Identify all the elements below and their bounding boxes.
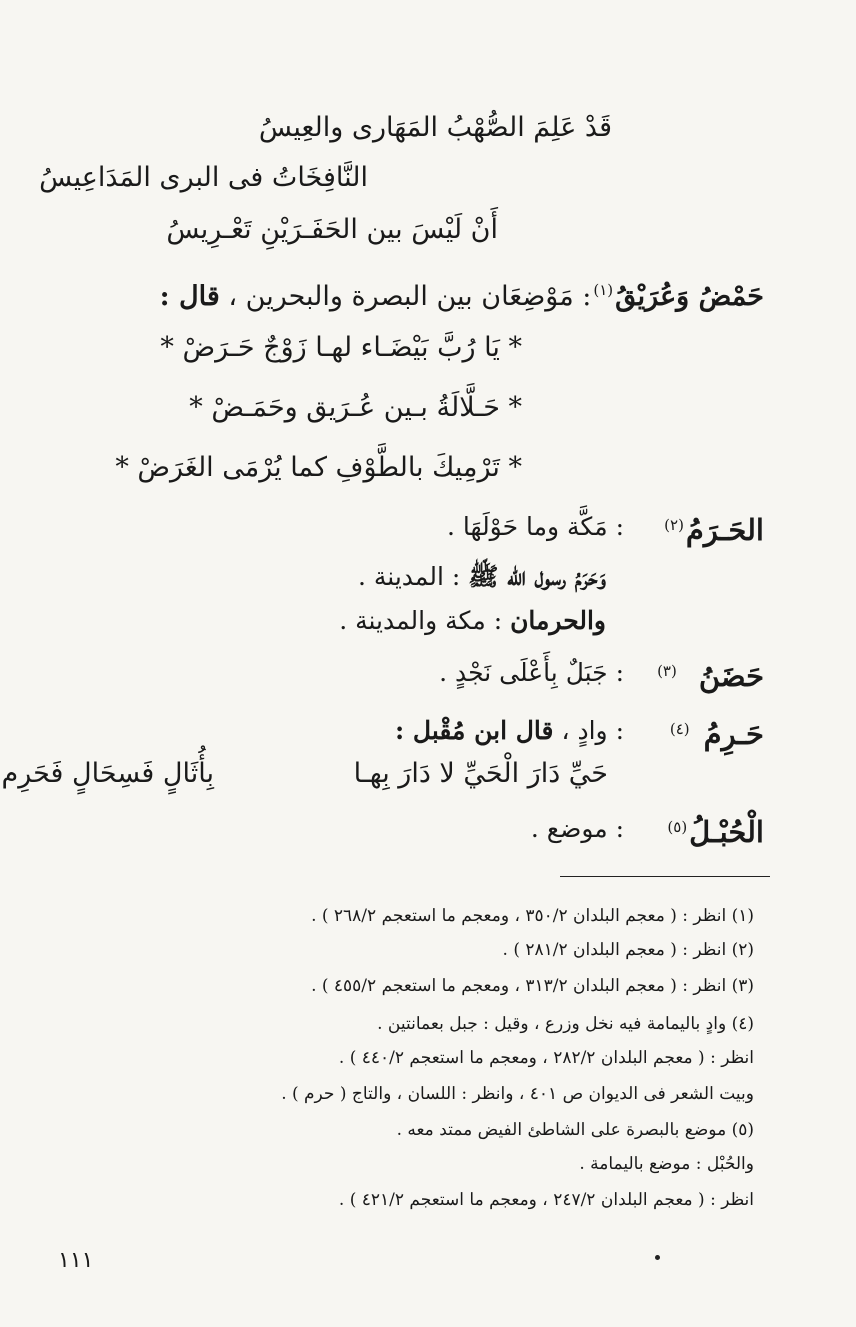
verse-line-1: قَدْ عَلِمَ الصُّهْبُ المَهَارى والعِيسُ (258, 112, 612, 143)
entry-hamd-wa-urayq (160, 270, 764, 317)
entry-definition: : مَكَّة وما حَوْلَهَا . (447, 512, 624, 541)
footnote-ref: (٣) (657, 662, 677, 680)
entry-definition (395, 710, 624, 752)
entry-al-hubl (665, 806, 764, 853)
footnote-1: (١) انظر : ( معجم البلدان ٣٥٠/٢ ، ومعجم ما استعجم ٢٦٨/٢ ) . (311, 906, 754, 926)
entry-definition: : موضع . (530, 814, 624, 843)
page-number: ١١١ (58, 1248, 94, 1273)
footnote-5-ref: انظر : ( معجم البلدان ٢٤٧/٢ ، ومعجم ما استعجم ٤٢١/٢ ) . (338, 1190, 754, 1210)
footnote-ref: (٢) (664, 516, 684, 534)
sub-definition: : مكة والمدينة . (339, 606, 511, 635)
footnote-5-alt: والحُبْل : موضع باليمامة . (579, 1154, 754, 1174)
footnote-4-verse-source: وبيت الشعر فى الديوان ص ٤٠١ ، وانظر : اللسان ، والتاج ( حرم ) . (281, 1084, 754, 1104)
footnote-4-ref: انظر : ( معجم البلدان ٢٨٢/٢ ، ومعجم ما استعجم ٤٤٠/٢ ) . (338, 1048, 754, 1068)
quote-intro: قال ابن مُقْبل : (394, 716, 554, 745)
sub-headword: وَحَرَمُ رسول اللّه ﷺ (468, 562, 606, 591)
entry-headword: حَـرِمُ (703, 717, 764, 751)
entry-headword: الحَـرَمُ (685, 513, 764, 547)
entry-harim (668, 708, 764, 755)
footnote-5: (٥) موضع بالبصرة على الشاطئ الفيض ممتد معه . (396, 1120, 754, 1140)
entry-sub-line (358, 556, 606, 598)
verse-hemistich-right: حَيِّ دَارَ الْحَيِّ لا دَارَ بِهـا (353, 758, 608, 789)
entry-headword: الْحُبْـلُ (689, 815, 764, 849)
footnote-4: (٤) وادٍ باليمامة فيه نخل وزرع ، وقيل : جبل بعمانتين . (377, 1014, 754, 1034)
sub-definition: : المدينة . (358, 562, 469, 591)
footnote-2: (٢) انظر : ( معجم البلدان ٢٨١/٢ ) . (502, 940, 754, 960)
rajaz-line-1: * يَا رُبَّ بَيْضَـاء لهـا زَوْجٌ حَـرَضْ * (160, 332, 522, 363)
page-mark-dot (655, 1255, 660, 1260)
verse-line-3: أَنْ لَيْسَ بين الحَفَـرَيْنِ تَعْـرِيسُ (166, 214, 498, 245)
rajaz-line-2: * حَـلَّالَةُ بـين عُـرَيق وحَمَـضْ * (189, 392, 522, 423)
rajaz-line-3: * تَرْمِيكَ بالطَّوْفِ كما يُرْمَى الغَرَضْ * (115, 452, 522, 483)
sub-headword: والحرمان (510, 606, 606, 635)
entry-headword: حَمْضُ وَعُرَيْقُ (615, 281, 764, 312)
verse-line-2: النَّافِخَاتُ فى البرى المَدَاعِيسُ (39, 162, 368, 193)
footnote-ref: (٥) (667, 818, 688, 836)
entry-hadan (655, 650, 764, 697)
definition-text: : وادٍ ، (553, 716, 624, 745)
footnote-ref: (١) (593, 281, 614, 299)
quote-intro: قال : (159, 281, 220, 312)
footnote-divider (560, 876, 770, 877)
entry-sub-line (339, 600, 606, 642)
entry-headword: حَضَنُ (698, 659, 764, 693)
entry-definition: : مَوْضِعَان بين البصرة والبحرين ، (219, 281, 592, 312)
footnote-3: (٣) انظر : ( معجم البلدان ٣١٣/٢ ، ومعجم ما استعجم ٤٥٥/٢ ) . (311, 976, 754, 996)
footnote-ref: (٤) (669, 720, 690, 738)
entry-definition: : جَبَلٌ بِأَعْلَى نَجْدٍ . (439, 658, 624, 687)
entry-al-haram (662, 504, 764, 551)
verse-hemistich-left: بِأُثَالٍ فَسِحَالٍ فَحَرِم (1, 758, 214, 789)
